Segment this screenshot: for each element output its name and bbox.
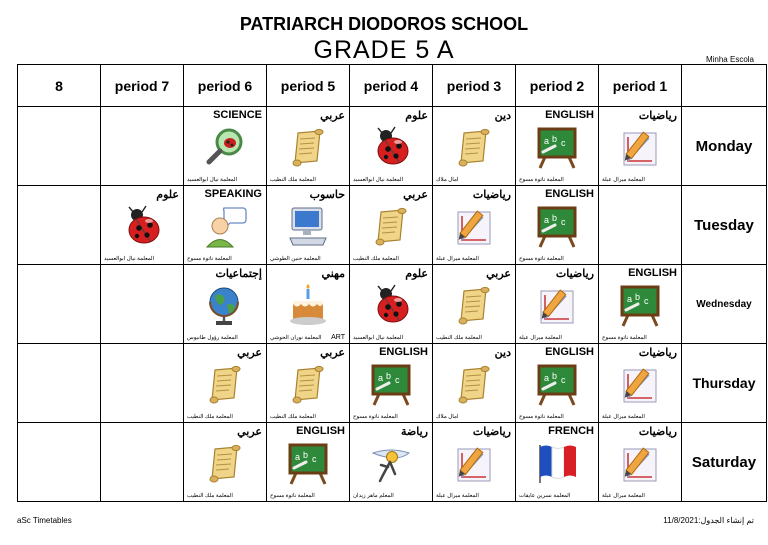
corner-cell: [682, 65, 767, 107]
subject-label: رياضيات: [638, 426, 677, 438]
day-row: [18, 344, 767, 423]
lesson-cell: [516, 423, 599, 502]
subject-label: FRENCH: [548, 425, 594, 437]
globe-icon: [203, 283, 247, 327]
lesson-cell: [433, 423, 516, 502]
day-row: [18, 107, 767, 186]
empty-cell: [101, 423, 184, 502]
empty-cell: [18, 265, 101, 344]
scroll-icon: [369, 204, 413, 248]
lesson-cell: [433, 344, 516, 423]
subject-label: ENGLISH: [296, 425, 345, 437]
lesson-cell: [599, 344, 682, 423]
subject-label: رياضيات: [638, 347, 677, 359]
teacher-label: امال ملاك: [436, 414, 459, 420]
subject-label: علوم: [405, 268, 428, 280]
lesson-cell: [101, 186, 184, 265]
teacher-label: امال ملاك: [436, 177, 459, 183]
period-header: period 3: [433, 65, 516, 107]
subject-label: مهني: [321, 268, 345, 280]
teacher-label: المعلمة حنين الطوشي: [270, 256, 321, 262]
lesson-cell: [350, 107, 433, 186]
svg-text:a: a: [378, 373, 384, 383]
day-label: Thursday: [682, 344, 767, 423]
teacher-label: المعلمة ميرال عبلة: [602, 493, 645, 499]
teacher-label: المعلمة نوران الحوشي: [270, 335, 322, 341]
subject-label: علوم: [405, 110, 428, 122]
teacher-label: المعلمة ناتوة مسوح: [187, 256, 232, 262]
empty-cell: [18, 423, 101, 502]
chalkboard-icon: [535, 204, 579, 248]
sports-icon: [369, 441, 413, 485]
day-label: Tuesday: [682, 186, 767, 265]
lesson-cell: [267, 186, 350, 265]
geometry-icon: [452, 204, 496, 248]
period-header: period 2: [516, 65, 599, 107]
lesson-cell: [267, 265, 350, 344]
period-header-row: [18, 65, 767, 107]
scroll-icon: [203, 441, 247, 485]
subject-label: ENGLISH: [379, 346, 428, 358]
subject-label: حاسوب: [309, 189, 345, 201]
subject-label: رياضيات: [472, 426, 511, 438]
period-header: 8: [18, 65, 101, 107]
teacher-label: المعلمة ملك النطيب: [270, 414, 316, 420]
organization-label: Minha Escola: [705, 55, 754, 64]
subject-label: عربي: [237, 426, 262, 438]
subject-label: SPEAKING: [204, 188, 262, 200]
ladybug-icon: [369, 283, 413, 327]
day-row: [18, 265, 767, 344]
subject-label: دين: [494, 110, 511, 122]
svg-text:c: c: [561, 217, 566, 227]
room-label: ART: [331, 334, 345, 341]
subject-label: رياضة: [401, 426, 428, 438]
lesson-cell: [516, 265, 599, 344]
svg-text:b: b: [552, 371, 558, 381]
lesson-cell: [350, 344, 433, 423]
teacher-label: المعلمة ناتوة مسوح: [519, 414, 564, 420]
lesson-cell: [516, 186, 599, 265]
empty-cell: [101, 344, 184, 423]
subject-label: ENGLISH: [545, 346, 594, 358]
subject-label: عربي: [486, 268, 511, 280]
lesson-cell: [599, 265, 682, 344]
lesson-cell: [433, 186, 516, 265]
subject-label: رياضيات: [638, 110, 677, 122]
subject-label: عربي: [403, 189, 428, 201]
svg-text:c: c: [561, 138, 566, 148]
day-label: Monday: [682, 107, 767, 186]
computer-icon: [286, 204, 330, 248]
subject-label: رياضيات: [472, 189, 511, 201]
svg-text:b: b: [552, 213, 558, 223]
subject-label: دين: [494, 347, 511, 359]
geometry-icon: [618, 441, 662, 485]
svg-text:a: a: [627, 294, 633, 304]
period-header: period 6: [184, 65, 267, 107]
chalkboard-icon: [369, 362, 413, 406]
scroll-icon: [286, 362, 330, 406]
teacher-label: المعلمة ملك النطيب: [270, 177, 316, 183]
grade-title: GRADE 5 A: [313, 36, 455, 64]
teacher-label: المعلمة ملك النطيب: [187, 493, 233, 499]
svg-text:c: c: [561, 375, 566, 385]
lesson-cell: [433, 107, 516, 186]
cake-icon: [286, 283, 330, 327]
teacher-label: المعلمة نسرين عايقات: [519, 493, 571, 499]
subject-label: رياضيات: [555, 268, 594, 280]
svg-text:b: b: [386, 371, 392, 381]
teacher-label: المعلمة ناتوة مسوح: [519, 177, 564, 183]
subject-label: ENGLISH: [545, 109, 594, 121]
teacher-label: المعلمة نيال ابوالعسيد: [104, 256, 155, 262]
geometry-icon: [535, 283, 579, 327]
empty-cell: [18, 186, 101, 265]
teacher-label: المعلمة رؤول طانيوس: [187, 335, 238, 341]
day-label: Saturday: [682, 423, 767, 502]
footer-brand: aSc Timetables: [17, 516, 72, 525]
lesson-cell: [267, 423, 350, 502]
svg-text:a: a: [544, 136, 550, 146]
footer-created-date: تم إنشاء الجدول:11/8/2021: [663, 516, 754, 525]
lesson-cell: [433, 265, 516, 344]
empty-cell: [18, 107, 101, 186]
lesson-cell: [184, 186, 267, 265]
lesson-cell: [184, 423, 267, 502]
teacher-label: المعلمة ناتوة مسوح: [353, 414, 398, 420]
svg-text:c: c: [644, 296, 649, 306]
scroll-icon: [452, 125, 496, 169]
chalkboard-icon: [286, 441, 330, 485]
school-title: PATRIARCH DIODOROS SCHOOL: [239, 14, 529, 34]
teacher-label: المعلمة نيال ابوالعسيد: [353, 335, 404, 341]
teacher-label: المعلمة ملك النطيب: [353, 256, 399, 262]
svg-text:a: a: [544, 373, 550, 383]
period-header: period 5: [267, 65, 350, 107]
day-label: Wednesday: [682, 265, 767, 344]
lesson-cell: [267, 107, 350, 186]
teacher-label: المعلمة نيال ابوالعسيد: [187, 177, 238, 183]
svg-text:a: a: [295, 452, 301, 462]
teacher-label: المعلمة ملك النطيب: [436, 335, 482, 341]
timetable-grid: [17, 64, 767, 502]
svg-text:c: c: [395, 375, 400, 385]
day-row: [18, 423, 767, 502]
scroll-icon: [452, 362, 496, 406]
teacher-label: المعلمة ميرال عبلة: [436, 493, 479, 499]
teacher-label: المعلمة ناتوة مسوح: [519, 256, 564, 262]
day-row: [18, 186, 767, 265]
geometry-icon: [618, 125, 662, 169]
lesson-cell: [184, 265, 267, 344]
empty-cell: [101, 107, 184, 186]
period-header: period 7: [101, 65, 184, 107]
lesson-cell: [350, 423, 433, 502]
geometry-icon: [618, 362, 662, 406]
lesson-cell: [516, 344, 599, 423]
teacher-label: المعلمة ناتوة مسوح: [270, 493, 315, 499]
scroll-icon: [286, 125, 330, 169]
subject-label: عربي: [320, 347, 345, 359]
teacher-label: المعلمة نيال ابوالعسيد: [353, 177, 404, 183]
lesson-cell: [350, 186, 433, 265]
teacher-label: المعلم ماهر زيدان: [353, 493, 394, 499]
subject-label: SCIENCE: [213, 109, 262, 121]
lesson-cell: [267, 344, 350, 423]
subject-label: ENGLISH: [545, 188, 594, 200]
teacher-label: المعلمة ميرال عبلة: [602, 177, 645, 183]
empty-cell: [101, 265, 184, 344]
svg-text:c: c: [312, 454, 317, 464]
scroll-icon: [452, 283, 496, 327]
teacher-label: المعلمة ميرال عبلة: [436, 256, 479, 262]
subject-label: إجتماعيات: [215, 268, 262, 280]
lesson-cell: [516, 107, 599, 186]
svg-text:b: b: [552, 134, 558, 144]
geometry-icon: [452, 441, 496, 485]
empty-cell: [599, 186, 682, 265]
svg-text:b: b: [303, 450, 309, 460]
lesson-cell: [184, 107, 267, 186]
teacher-label: المعلمة ميرال عبلة: [602, 414, 645, 420]
ladybug-icon: [120, 204, 164, 248]
period-header: period 4: [350, 65, 433, 107]
lesson-cell: [184, 344, 267, 423]
lesson-cell: [599, 107, 682, 186]
svg-text:a: a: [544, 215, 550, 225]
lesson-cell: [599, 423, 682, 502]
ladybug-icon: [369, 125, 413, 169]
speaker-icon: [203, 204, 247, 248]
lesson-cell: [350, 265, 433, 344]
chalkboard-icon: [618, 283, 662, 327]
subject-label: ENGLISH: [628, 267, 677, 279]
teacher-label: المعلمة ميرال عبلة: [519, 335, 562, 341]
period-header: period 1: [599, 65, 682, 107]
empty-cell: [18, 344, 101, 423]
teacher-label: المعلمة ناتوة مسوح: [602, 335, 647, 341]
scroll-icon: [203, 362, 247, 406]
chalkboard-icon: [535, 362, 579, 406]
magnifier-icon: [203, 125, 247, 169]
flag-fr-icon: [535, 441, 579, 485]
svg-text:b: b: [635, 292, 641, 302]
subject-label: عربي: [320, 110, 345, 122]
chalkboard-icon: [535, 125, 579, 169]
teacher-label: المعلمة ملك النطيب: [187, 414, 233, 420]
subject-label: عربي: [237, 347, 262, 359]
subject-label: علوم: [156, 189, 179, 201]
